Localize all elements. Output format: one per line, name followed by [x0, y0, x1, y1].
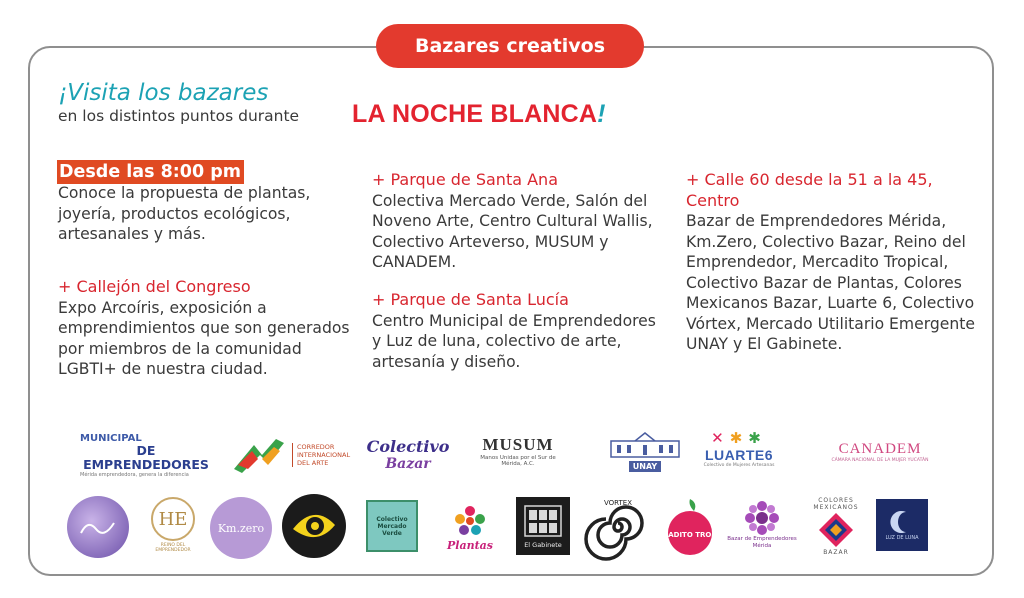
reino-emprendedor-logo: [143, 492, 203, 558]
colectivo-bazar-line2: Bazar: [385, 456, 431, 472]
luarte-logo-subtitle: Colectivo de Mujeres Artesanas: [703, 462, 775, 468]
tropical-label: MERCADITO TROPICAL: [645, 531, 735, 539]
moon-icon: [890, 509, 914, 535]
colectivo-mercado-verde-logo: Colectivo Mercado Verde: [366, 500, 418, 552]
callejon-text: Expo Arcoíris, exposición a emprendimientos que son generados por miembros de la comunidad LGBTI+ de nuestra ciudad.: [58, 298, 350, 378]
kmzero-logo: Km.zero: [210, 497, 272, 559]
municipal-logo-line1: MUNICIPAL: [80, 432, 142, 444]
time-highlight: Desde las 8:00 pm: [57, 160, 244, 184]
colmex-title: COLORES MEXICANOS: [813, 496, 859, 511]
musum-logo-subtitle: Manos Unidas por el Sur de Mérida, A.C.: [480, 454, 556, 467]
musum-logo-title: MUSUM: [482, 434, 554, 454]
musum-logo: [478, 430, 558, 472]
corredor-logo-text: CORREDOR INTERNACIONAL DEL ARTE: [292, 443, 350, 467]
calle60-block: [686, 170, 976, 355]
colores-mexicanos-logo: [802, 492, 870, 560]
colectivo-bazar-logo: [368, 432, 448, 478]
he-subtitle: REINO DEL EMPRENDEDOR: [155, 543, 191, 553]
luz-de-luna-logo: [876, 499, 928, 551]
he-monogram: HE: [151, 497, 195, 541]
vortex-eye-logo: [282, 494, 346, 558]
tropical-fruit-icon: [645, 495, 735, 557]
bazar-emprendedores-merida-logo: [726, 494, 798, 556]
colmex-subtitle: BAZAR: [823, 548, 849, 556]
santa-lucia-block: [372, 290, 662, 372]
colectivo-vortex-logo: [586, 496, 650, 558]
santa-lucia-heading: + Parque de Santa Lucía: [372, 290, 569, 309]
municipal-logo-line2: DE EMPRENDEDORES: [83, 442, 209, 472]
calle60-heading: + Calle 60 desde la 51 a la 45, Centro: [686, 170, 933, 210]
santa-ana-heading: + Parque de Santa Ana: [372, 170, 558, 189]
plantas-flower-icon: [450, 503, 490, 539]
municipal-logo-line3: Mérida emprendedora, genera la diferencia: [80, 471, 189, 478]
bazar-emp-logo-text: Bazar de Emprendedores Mérida: [727, 536, 797, 549]
centro-municipal-emprendedores-logo: [80, 432, 212, 478]
noche-blanca-text: LA NOCHE BLANCA: [352, 100, 598, 128]
gabinete-logo-text: El Gabinete: [524, 540, 562, 549]
visita-heading: ¡Visita los bazares: [58, 80, 269, 106]
gabinete-cabinet-icon: [523, 504, 563, 538]
bazar-emp-flower-icon: [742, 500, 782, 536]
luz-de-luna-text: LUZ DE LUNA: [885, 535, 919, 541]
santa-ana-text: Colectiva Mercado Verde, Salón del Noveno Arte, Centro Cultural Wallis, Colectivo Arteverso, MUSUM y CANADEM.: [372, 191, 653, 271]
colmex-pattern-icon: [817, 511, 855, 549]
bazar-de-plantas-logo: [440, 496, 500, 558]
santa-ana-block: [372, 170, 672, 273]
calle60-text: Bazar de Emprendedores Mérida, Km.Zero, Colectivo Bazar, Reino del Emprendedor, Mercadito Tropical, Colectivo Bazar de Plantas, Colores Mexicanos Bazar, Luarte 6, Colectivo Vórtex, Mercado Utilitario Emergente UNAY y El Gabinete.: [686, 212, 975, 353]
plantas-logo-text: Plantas: [447, 538, 493, 552]
santa-lucia-text: Centro Municipal de Emprendedores y Luz de luna, colectivo de arte, artesanía y diseño.: [372, 311, 656, 371]
intro-paragraph: Conoce la propuesta de plantas, joyería, productos ecológicos, artesanales y más.: [58, 184, 311, 243]
canadem-logo: [826, 430, 934, 474]
colectivo-bazar-line1: Colectivo: [366, 437, 450, 456]
canadem-logo-subtitle: CÁMARA NACIONAL DE LA MUJER YUCATÁN: [831, 458, 929, 463]
luarte-logo-title: LUARTE6: [704, 446, 774, 463]
canadem-logo-title: CANADEM: [838, 441, 922, 457]
expo-arcoiris-logo: [67, 496, 129, 558]
unay-building-icon: [605, 431, 685, 459]
corredor-arrow-icon: [232, 435, 286, 475]
unay-label: UNAY: [629, 461, 661, 472]
arcoiris-script-icon: [78, 515, 118, 539]
eye-icon: [287, 499, 341, 553]
noche-blanca-heading: [352, 100, 606, 129]
vortex-label: VORTEX: [603, 499, 633, 507]
vortex-spiral-icon: [588, 497, 648, 557]
el-gabinete-logo: [516, 497, 570, 555]
distintos-subheading: en los distintos puntos durante: [58, 107, 300, 125]
luarte-flowers-icon: ✕✱✱: [711, 428, 767, 447]
corredor-internacional-logo: [232, 433, 351, 477]
mercadito-tropical-logo: [645, 494, 735, 558]
luarte6-logo: [698, 422, 780, 474]
callejon-block: [58, 277, 358, 380]
noche-blanca-exclamation: !: [597, 100, 606, 128]
section-title: Bazares creativos: [376, 24, 644, 68]
callejon-heading: + Callejón del Congreso: [58, 277, 251, 296]
unay-logo: [602, 428, 688, 474]
